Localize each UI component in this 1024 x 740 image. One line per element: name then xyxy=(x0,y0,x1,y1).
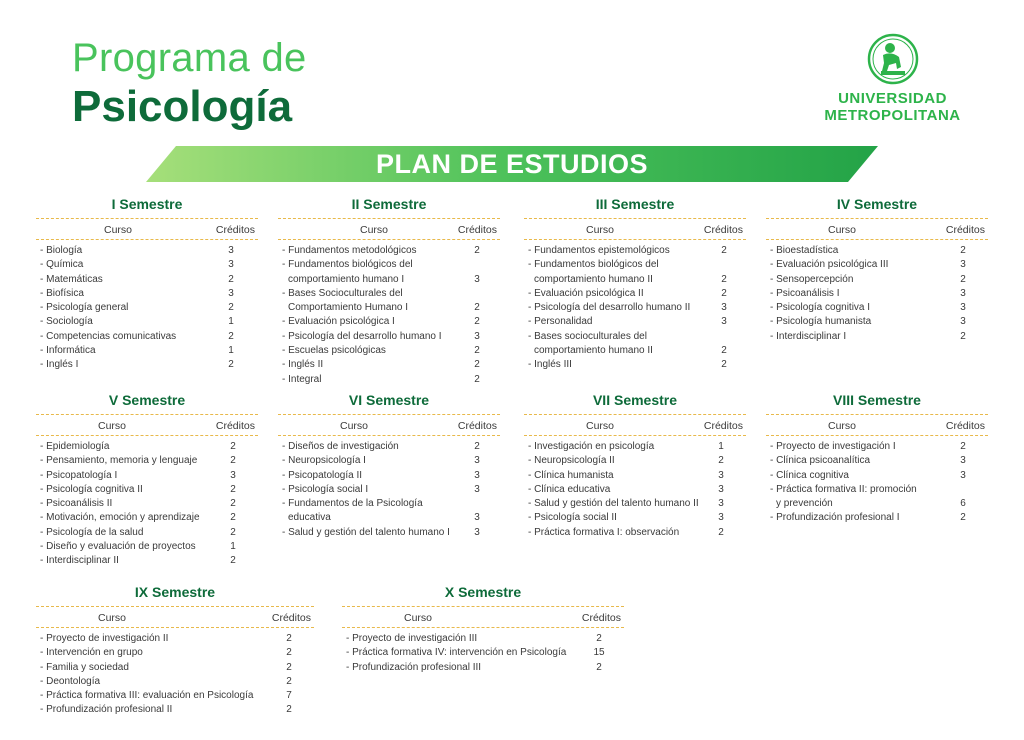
course-row xyxy=(524,315,746,329)
course-credits: 2 xyxy=(230,555,236,567)
course-credits: 2 xyxy=(286,647,292,659)
credits-column-header: Créditos xyxy=(703,224,743,236)
course-name: - Biología xyxy=(40,245,83,256)
course-name: - Familia y sociedad xyxy=(40,661,129,673)
course-name-continued: Comportamiento Humano I xyxy=(288,302,409,314)
study-plan-banner xyxy=(146,146,878,182)
course-credits: 2 xyxy=(286,633,292,644)
semester-title: V Semestre xyxy=(108,392,186,408)
course-name: - Clínica cognitiva xyxy=(770,469,849,481)
logo-text-universidad: UNIVERSIDAD xyxy=(838,90,947,107)
course-name: - Clínica psicoanalítica xyxy=(770,455,871,467)
course-credits: 15 xyxy=(593,647,605,659)
course-name: - Fundamentos epistemológicos xyxy=(528,245,670,256)
course-name: - Fundamentos biológicos del xyxy=(282,259,413,271)
semester-title: X Semestre xyxy=(444,584,522,600)
course-name: - Psicología del desarrollo humano II xyxy=(528,302,691,314)
course-row xyxy=(278,315,500,329)
course-name: - Psicología cognitiva II xyxy=(40,483,143,495)
course-column-header: Curso xyxy=(360,224,389,236)
semester-title: I Semestre xyxy=(111,196,183,212)
course-name-continued: comportamiento humano II xyxy=(534,273,653,285)
course-row xyxy=(278,454,500,468)
table-header xyxy=(766,414,988,436)
course-credits: 6 xyxy=(960,498,966,510)
program-title-line2: Psicología xyxy=(72,82,293,131)
course-row xyxy=(278,287,500,316)
course-row xyxy=(524,258,746,287)
course-row xyxy=(766,511,988,525)
course-credits: 3 xyxy=(960,259,966,271)
course-name: - Clínica educativa xyxy=(528,483,611,495)
course-row xyxy=(36,440,258,454)
course-name-continued: comportamiento humano II xyxy=(534,345,653,357)
course-name: - Informática xyxy=(40,345,96,357)
course-row xyxy=(766,469,988,483)
course-credits: 1 xyxy=(228,345,234,357)
course-credits: 3 xyxy=(228,287,234,299)
course-credits: 2 xyxy=(474,441,480,452)
course-credits: 2 xyxy=(286,661,292,673)
program-title-line1: Programa de xyxy=(72,36,307,80)
course-name-continued: educativa xyxy=(288,512,331,524)
course-row xyxy=(278,358,500,372)
course-credits: 3 xyxy=(474,273,480,285)
course-row xyxy=(278,440,500,454)
course-credits: 3 xyxy=(960,302,966,314)
semester-block xyxy=(342,582,624,675)
course-row xyxy=(36,554,258,568)
course-credits: 2 xyxy=(960,330,966,342)
course-name: - Bioestadística xyxy=(770,245,839,256)
course-row xyxy=(36,540,258,554)
course-credits: 2 xyxy=(960,273,966,285)
course-row xyxy=(766,244,988,258)
course-row xyxy=(36,344,258,358)
course-credits: 2 xyxy=(228,359,234,371)
course-row xyxy=(524,497,746,511)
course-row xyxy=(278,469,500,483)
course-name: - Evaluación psicológica II xyxy=(528,287,644,299)
course-name: - Salud y gestión del talento humano II xyxy=(528,498,699,510)
course-credits: 2 xyxy=(230,455,236,467)
course-name: - Inglés II xyxy=(282,359,324,371)
course-row xyxy=(36,244,258,258)
semester-block xyxy=(36,194,258,373)
course-name: - Sensopercepción xyxy=(770,273,854,285)
semester-title: VIII Semestre xyxy=(833,392,921,408)
course-name: - Psicoanálisis I xyxy=(770,287,840,299)
course-name: - Integral xyxy=(282,373,322,385)
course-name: - Neuropsicología II xyxy=(528,455,615,467)
course-credits: 2 xyxy=(718,455,724,467)
course-row xyxy=(36,675,314,689)
course-row xyxy=(36,301,258,315)
course-name: - Psicología social I xyxy=(282,483,369,495)
credits-column-header: Créditos xyxy=(457,420,497,432)
course-name: - Escuelas psicológicas xyxy=(282,345,386,357)
credits-column-header: Créditos xyxy=(457,224,497,236)
course-row xyxy=(36,315,258,329)
course-row xyxy=(342,661,624,675)
course-name: - Epidemiología xyxy=(40,441,110,452)
semester-block xyxy=(766,390,988,526)
course-row xyxy=(36,469,258,483)
course-credits: 3 xyxy=(228,259,234,271)
semester-title: IV Semestre xyxy=(836,196,918,212)
course-name: - Proyecto de investigación III xyxy=(346,633,478,644)
course-credits: 2 xyxy=(474,345,480,357)
course-row xyxy=(278,258,500,287)
course-name: - Competencias comunicativas xyxy=(40,330,177,342)
course-name: - Bases socioculturales del xyxy=(528,330,647,342)
semester-block xyxy=(36,582,314,718)
course-row xyxy=(524,469,746,483)
course-name: - Psicología cognitiva I xyxy=(770,302,871,314)
course-row xyxy=(524,440,746,454)
semester-block xyxy=(36,390,258,569)
course-name: - Psicoanálisis II xyxy=(40,498,113,510)
course-name: - Investigación en psicología xyxy=(528,441,655,452)
course-row xyxy=(524,244,746,258)
course-credits: 2 xyxy=(230,441,236,452)
course-name: - Fundamentos biológicos del xyxy=(528,259,659,271)
credits-column-header: Créditos xyxy=(945,420,985,432)
course-name: - Psicología general xyxy=(40,302,129,314)
course-credits: 2 xyxy=(960,441,966,452)
table-header xyxy=(36,414,258,436)
course-credits: 3 xyxy=(230,469,236,481)
course-credits: 2 xyxy=(228,302,234,314)
course-name: - Psicología del desarrollo humano I xyxy=(282,330,442,342)
semester-title: VI Semestre xyxy=(348,392,430,408)
course-credits: 2 xyxy=(230,526,236,538)
credits-column-header: Créditos xyxy=(945,224,985,236)
course-credits: 2 xyxy=(474,245,480,256)
course-credits: 3 xyxy=(474,483,480,495)
course-column-header: Curso xyxy=(828,420,857,432)
course-name: - Diseños de investigación xyxy=(282,441,399,452)
table-header xyxy=(766,218,988,240)
course-name: - Profundización profesional I xyxy=(770,512,900,524)
course-row xyxy=(524,358,746,372)
course-credits: 7 xyxy=(286,690,292,702)
course-name-continued: y prevención xyxy=(776,498,833,510)
course-credits: 3 xyxy=(718,483,724,495)
course-name: - Química xyxy=(40,259,84,271)
course-credits: 2 xyxy=(474,359,480,371)
credits-column-header: Créditos xyxy=(581,612,621,624)
credits-column-header: Créditos xyxy=(703,420,743,432)
course-row xyxy=(524,483,746,497)
course-credits: 2 xyxy=(721,359,727,371)
course-name: - Psicología social II xyxy=(528,512,617,524)
table-header xyxy=(524,218,746,240)
course-row xyxy=(278,373,500,387)
course-column-header: Curso xyxy=(340,420,369,432)
thinker-statue-icon xyxy=(867,33,919,85)
course-row xyxy=(36,330,258,344)
course-row xyxy=(766,287,988,301)
semester-title: III Semestre xyxy=(595,196,675,212)
course-credits: 3 xyxy=(474,330,480,342)
course-name: - Diseño y evaluación de proyectos xyxy=(40,541,196,553)
course-list xyxy=(342,632,624,675)
course-row xyxy=(278,497,500,526)
course-name: - Personalidad xyxy=(528,316,593,328)
course-name: - Profundización profesional II xyxy=(40,704,173,716)
semester-block xyxy=(278,194,500,387)
university-logo xyxy=(820,33,965,124)
course-row xyxy=(524,287,746,301)
course-name: - Evaluación psicológica III xyxy=(770,259,889,271)
course-name: - Sociología xyxy=(40,316,93,328)
course-row xyxy=(342,646,624,660)
course-credits: 2 xyxy=(721,273,727,285)
course-credits: 1 xyxy=(718,441,724,452)
course-credits: 3 xyxy=(474,526,480,538)
course-credits: 1 xyxy=(230,541,236,553)
course-name: - Psicopatología I xyxy=(40,469,118,481)
course-credits: 3 xyxy=(960,316,966,328)
course-credits: 2 xyxy=(960,245,966,256)
course-list xyxy=(524,244,746,373)
course-row xyxy=(36,258,258,272)
course-credits: 3 xyxy=(721,302,727,314)
course-column-header: Curso xyxy=(586,420,615,432)
course-credits: 2 xyxy=(228,273,234,285)
course-name: - Práctica formativa III: evaluación en Psicología xyxy=(40,690,254,702)
course-row xyxy=(36,661,314,675)
logo-text-metropolitana: METROPOLITANA xyxy=(824,107,961,124)
course-row xyxy=(524,301,746,315)
semester-title: II Semestre xyxy=(351,196,427,212)
course-credits: 2 xyxy=(230,498,236,510)
course-name: - Fundamentos metodológicos xyxy=(282,245,417,256)
course-credits: 3 xyxy=(228,245,234,256)
table-header xyxy=(524,414,746,436)
course-credits: 2 xyxy=(228,330,234,342)
course-name: - Práctica formativa II: promoción xyxy=(770,483,917,495)
course-name: - Pensamiento, memoria y lenguaje xyxy=(40,455,198,467)
course-name: - Neuropsicología I xyxy=(282,455,366,467)
course-row xyxy=(36,287,258,301)
semester-title: IX Semestre xyxy=(134,584,216,600)
credits-column-header: Créditos xyxy=(215,224,255,236)
course-row xyxy=(766,483,988,512)
course-row xyxy=(524,511,746,525)
course-credits: 3 xyxy=(960,469,966,481)
course-row xyxy=(36,646,314,660)
course-credits: 2 xyxy=(230,483,236,495)
course-name: - Clínica humanista xyxy=(528,469,614,481)
course-name: - Proyecto de investigación I xyxy=(770,441,896,452)
course-name: - Fundamentos de la Psicología xyxy=(282,498,423,510)
course-credits: 2 xyxy=(230,512,236,524)
course-name: - Interdisciplinar II xyxy=(40,555,119,567)
semester-block xyxy=(524,390,746,540)
course-name: - Proyecto de investigación II xyxy=(40,633,169,644)
course-row xyxy=(36,632,314,646)
course-row xyxy=(36,689,314,703)
course-row xyxy=(36,358,258,372)
course-row xyxy=(766,454,988,468)
course-credits: 3 xyxy=(960,287,966,299)
course-column-header: Curso xyxy=(586,224,615,236)
course-credits: 2 xyxy=(474,316,480,328)
course-column-header: Curso xyxy=(98,420,127,432)
semester-title: VII Semestre xyxy=(592,392,678,408)
course-row xyxy=(524,330,746,359)
course-list xyxy=(278,440,500,540)
course-name: - Psicología humanista xyxy=(770,316,872,328)
course-name: - Práctica formativa I: observación xyxy=(528,526,680,538)
course-row xyxy=(36,511,258,525)
course-name: - Psicología de la salud xyxy=(40,526,144,538)
course-row xyxy=(524,454,746,468)
course-list xyxy=(36,244,258,373)
course-row xyxy=(766,301,988,315)
course-credits: 2 xyxy=(721,287,727,299)
course-row xyxy=(278,526,500,540)
course-row xyxy=(766,258,988,272)
table-header xyxy=(342,606,624,628)
course-column-header: Curso xyxy=(104,224,133,236)
course-credits: 3 xyxy=(960,455,966,467)
course-name: - Interdisciplinar I xyxy=(770,330,847,342)
course-row xyxy=(278,483,500,497)
course-name: - Psicopatología II xyxy=(282,469,363,481)
course-name: - Profundización profesional III xyxy=(346,661,482,673)
course-credits: 3 xyxy=(718,469,724,481)
course-row xyxy=(36,703,314,717)
course-credits: 3 xyxy=(718,512,724,524)
course-name: - Biofísica xyxy=(40,287,84,299)
course-name: - Inglés III xyxy=(528,359,572,371)
course-credits: 2 xyxy=(474,373,480,385)
course-credits: 2 xyxy=(721,345,727,357)
course-list xyxy=(278,244,500,387)
course-credits: 2 xyxy=(596,661,602,673)
course-name: - Motivación, emoción y aprendizaje xyxy=(40,512,200,524)
course-credits: 3 xyxy=(474,512,480,524)
course-list xyxy=(766,440,988,526)
table-header xyxy=(278,218,500,240)
course-list xyxy=(766,244,988,344)
course-row xyxy=(766,330,988,344)
course-row xyxy=(36,497,258,511)
course-column-header: Curso xyxy=(828,224,857,236)
course-column-header: Curso xyxy=(98,612,127,624)
banner-text: PLAN DE ESTUDIOS xyxy=(375,149,649,179)
course-list xyxy=(524,440,746,540)
table-header xyxy=(36,606,314,628)
course-row xyxy=(278,244,500,258)
course-credits: 3 xyxy=(718,498,724,510)
course-credits: 3 xyxy=(474,455,480,467)
credits-column-header: Créditos xyxy=(271,612,311,624)
course-row xyxy=(36,454,258,468)
course-name: - Bases Socioculturales del xyxy=(282,287,403,299)
course-name: - Matemáticas xyxy=(40,273,103,285)
course-credits: 2 xyxy=(596,633,602,644)
table-header xyxy=(36,218,258,240)
course-name: - Práctica formativa IV: intervención en Psicología xyxy=(346,647,567,659)
course-name: - Evaluación psicológica I xyxy=(282,316,395,328)
course-credits: 2 xyxy=(721,245,727,256)
course-row xyxy=(766,440,988,454)
course-list xyxy=(36,632,314,718)
course-credits: 2 xyxy=(718,526,724,538)
course-row xyxy=(278,344,500,358)
course-row xyxy=(524,526,746,540)
course-row xyxy=(766,273,988,287)
course-credits: 1 xyxy=(228,316,234,328)
course-row xyxy=(766,315,988,329)
course-credits: 3 xyxy=(474,469,480,481)
course-credits: 2 xyxy=(286,675,292,687)
course-credits: 2 xyxy=(286,704,292,716)
course-row xyxy=(36,526,258,540)
course-name: - Inglés I xyxy=(40,359,79,371)
course-credits: 3 xyxy=(721,316,727,328)
course-row xyxy=(36,483,258,497)
course-column-header: Curso xyxy=(404,612,433,624)
course-name: - Salud y gestión del talento humano I xyxy=(282,526,450,538)
semester-block xyxy=(524,194,746,373)
course-row xyxy=(342,632,624,646)
credits-column-header: Créditos xyxy=(215,420,255,432)
course-row xyxy=(36,273,258,287)
table-header xyxy=(278,414,500,436)
course-credits: 2 xyxy=(474,302,480,314)
course-list xyxy=(36,440,258,569)
course-name-continued: comportamiento humano I xyxy=(288,273,405,285)
semester-block xyxy=(766,194,988,344)
course-row xyxy=(278,330,500,344)
semester-block xyxy=(278,390,500,540)
course-name: - Intervención en grupo xyxy=(40,647,143,659)
course-credits: 2 xyxy=(960,512,966,524)
course-name: - Deontología xyxy=(40,675,101,687)
